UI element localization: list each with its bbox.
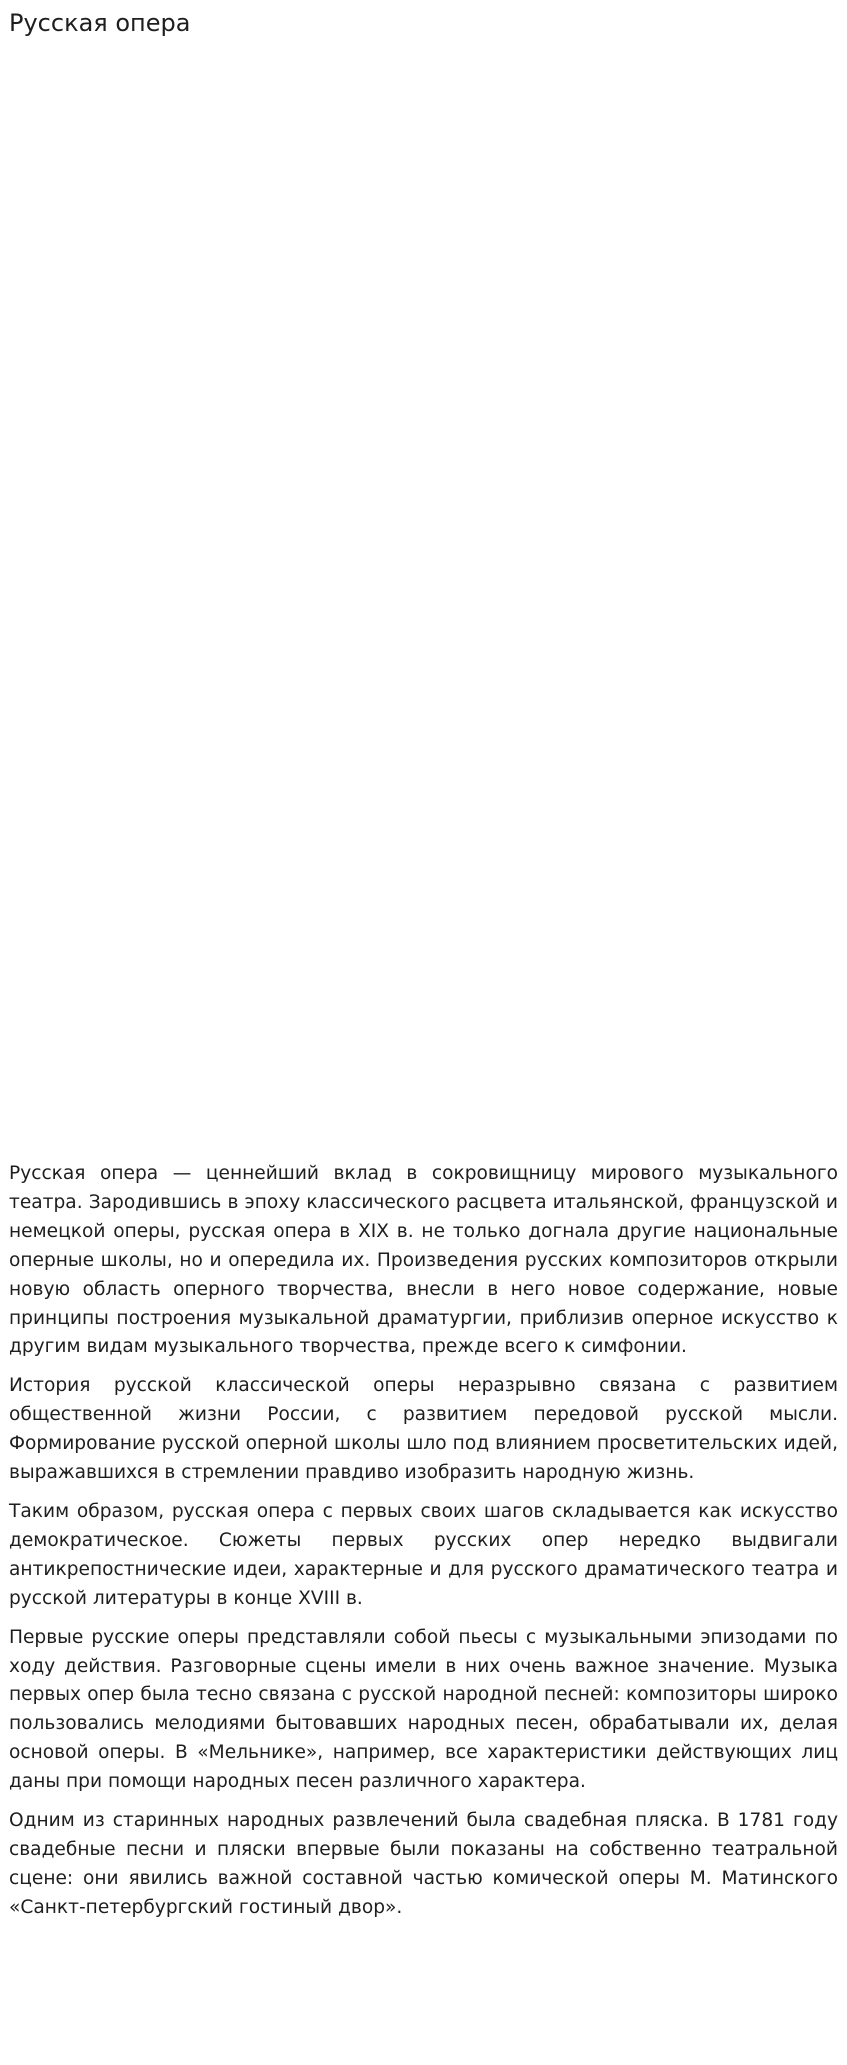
article-body <box>9 1160 838 1933</box>
page-title: Русская опера <box>9 9 191 37</box>
article-paragraph: Русская опера — ценнейший вклад в сокровищницу мирового музыкального театра. Зародившись в эпоху классического расцвета итальянской, французской и немецкой оперы, русская опера в XIX в. не только догнала другие национальные оперные школы, но и опередила их. Произведения русских композиторов открыли новую область оперного творчества, внесли в него новое содержание, новые принципы построения музыкальной драматургии, приблизив оперное искусство к другим видам музыкального творчества, прежде всего к симфонии. <box>9 1163 838 1358</box>
article-paragraph: Таким образом, русская опера с первых своих шагов складывается как искусство демократическое. Сюжеты первых русских опер нередко выдвигали антикрепостнические идеи, характерные и для русского драматического театра и русской литературы в конце XVIII в. <box>9 1500 838 1609</box>
article-paragraph: Одним из старинных народных развлечений была свадебная пляска. В 1781 году свадебные песни и пляски впервые были показаны на собственно театральной сцене: они явились важной составной частью комической оперы М. Матинского «Санкт-петербургский гостиный двор». <box>9 1810 838 1918</box>
media-placeholder <box>9 48 838 1158</box>
article-paragraph: Первые русские оперы представляли собой пьесы с музыкальными эпизодами по ходу действия. Разговорные сцены имели в них очень важное значение. Музыка первых опер была тесно связана с русской народной песней: композиторы широко пользовались мелодиями бытовавших народных песен, обрабатывали их, делая основой оперы. В «Мельнике», например, все характеристики действующих лиц даны при помощи народных песен различного характера. <box>9 1626 838 1793</box>
article-paragraph: История русской классической оперы неразрывно связана с развитием общественной жизни России, с развитием передовой русской мысли. Формирование русской оперной школы шло под влиянием просветительских идей, выражавшихся в стремлении правдиво изобразить народную жизнь. <box>9 1375 838 1484</box>
